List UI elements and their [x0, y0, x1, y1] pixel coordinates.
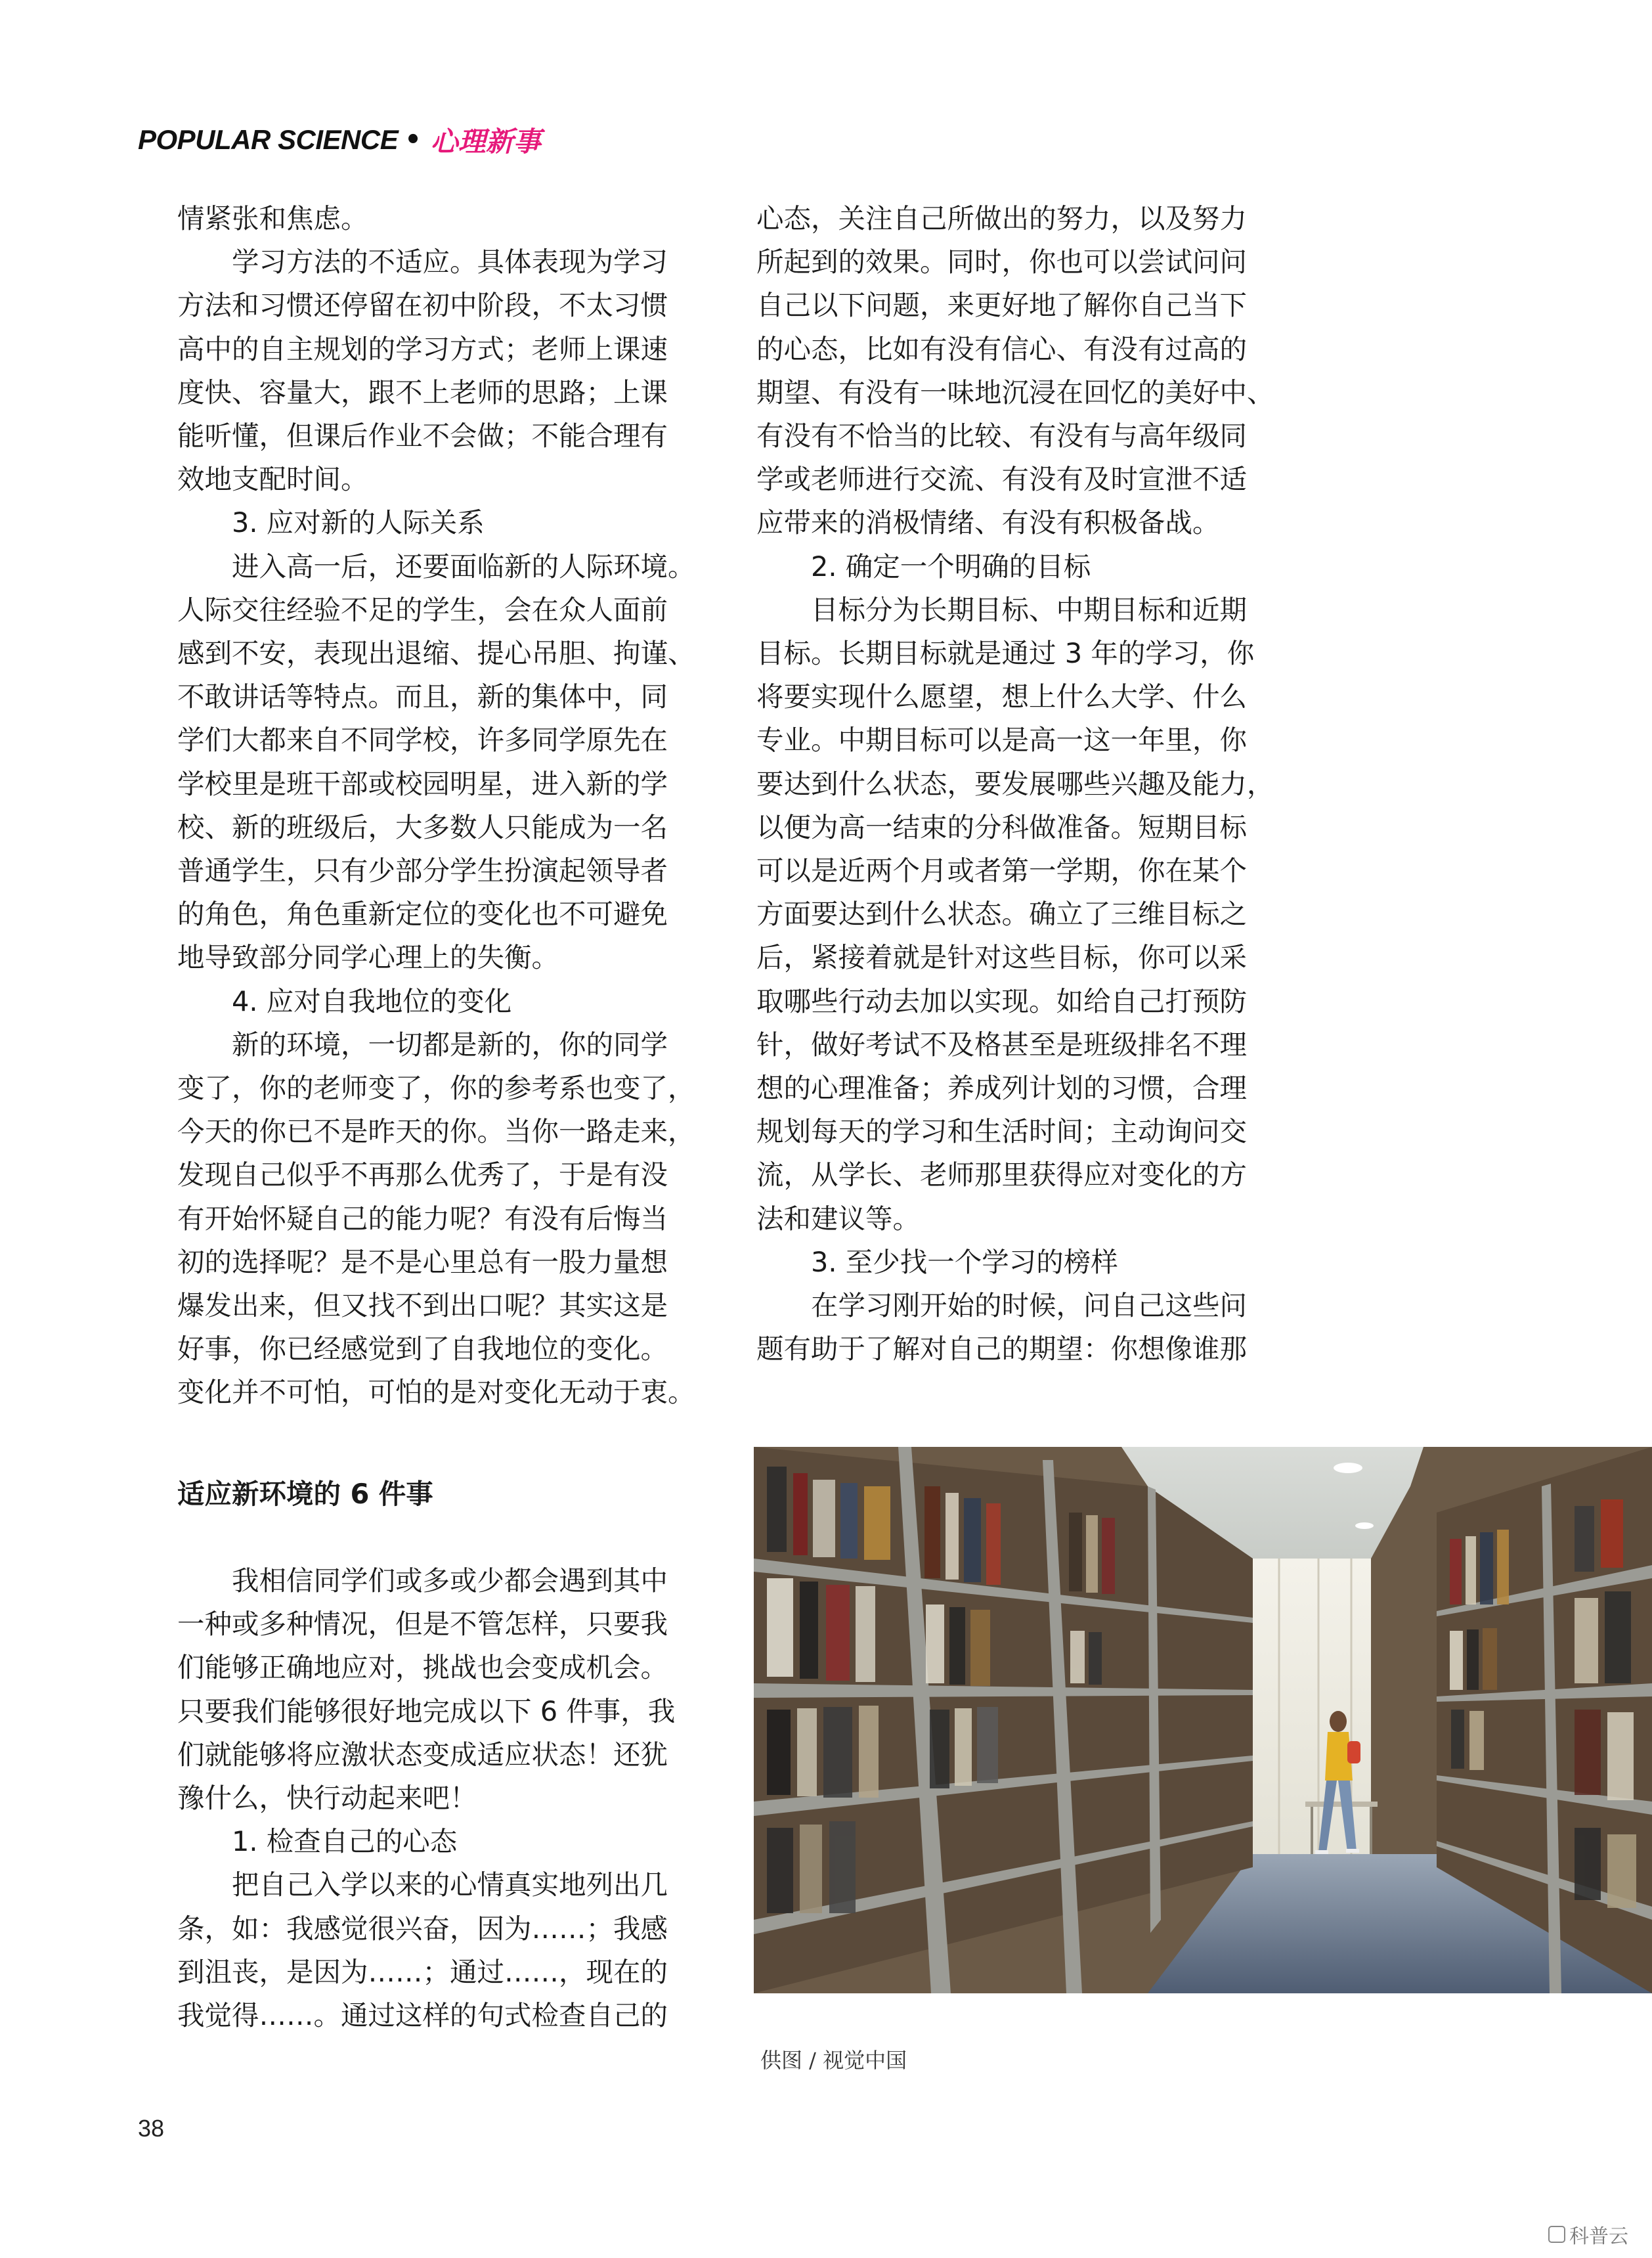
text-line: 流，从学长、老师那里获得应对变化的方 — [756, 1159, 1248, 1191]
text-line: 校、新的班级后，大多数人只能成为一名 — [177, 810, 668, 843]
photo-caption: 供图 / 视觉中国 — [760, 2048, 907, 2073]
right-column-text — [756, 197, 1275, 1371]
text-line: 不敢讲话等特点。而且，新的集体中，同 — [177, 680, 668, 713]
text-line: 一种或多种情况，但是不管怎样，只要我 — [177, 1608, 668, 1641]
text-line: 想的心理准备；养成列计划的习惯，合理 — [756, 1072, 1248, 1105]
text-line: 3. 应对新的人际关系 — [177, 506, 485, 539]
text-line: 后，紧接着就是针对这些目标，你可以采 — [756, 941, 1248, 974]
text-line: 1. 检查自己的心态 — [177, 1825, 458, 1858]
text-line: 把自己入学以来的心情真实地列出几 — [177, 1869, 668, 1901]
section-heading: 适应新环境的 6 件事 — [177, 1477, 433, 1510]
text-line: 法和建议等。 — [756, 1202, 921, 1235]
text-line: 豫什么，快行动起来吧！ — [177, 1781, 477, 1814]
text-line: 可以是近两个月或者第一学期，你在某个 — [756, 854, 1248, 887]
text-line: 专业。中期目标可以是高一这一年里，你 — [756, 724, 1248, 757]
text-line: 有没有不恰当的比较、有没有与高年级同 — [756, 420, 1248, 453]
text-line: 学习方法的不适应。具体表现为学习 — [177, 246, 668, 278]
library-photo — [754, 1447, 1652, 1993]
text-line: 人际交往经验不足的学生，会在众人面前 — [177, 593, 668, 626]
text-line: 们就能够将应激状态变成适应状态！还犹 — [177, 1738, 668, 1771]
page-number: 38 — [138, 2115, 165, 2142]
text-line: 高中的自主规划的学习方式；老师上课速 — [177, 332, 668, 365]
running-header — [138, 117, 541, 163]
text-line: 我觉得……。通过这样的句式检查自己的 — [177, 1999, 668, 2031]
text-line: 针，做好考试不及格甚至是班级排名不理 — [756, 1028, 1248, 1061]
text-line: 感到不安，表现出退缩、提心吊胆、拘谨、 — [177, 637, 695, 670]
text-line: 们能够正确地应对，挑战也会变成机会。 — [177, 1651, 668, 1684]
text-line: 目标分为长期目标、中期目标和近期 — [756, 593, 1248, 626]
left-column-text-part-1 — [177, 197, 703, 1415]
text-line: 学们大都来自不同学校，许多同学原先在 — [177, 724, 668, 757]
text-line: 我相信同学们或多或少都会遇到其中 — [177, 1564, 668, 1597]
watermark — [1548, 2220, 1628, 2249]
text-line: 自己以下问题，来更好地了解你自己当下 — [756, 289, 1248, 322]
magazine-brand: POPULAR SCIENCE — [138, 124, 399, 155]
text-line: 今天的你已不是昨天的你。当你一路走来， — [177, 1115, 695, 1148]
left-column-text-part-2 — [177, 1559, 703, 2037]
text-line: 新的环境，一切都是新的，你的同学 — [177, 1028, 668, 1061]
watermark-logo-icon — [1548, 2226, 1565, 2243]
text-line: 普通学生，只有少部分学生扮演起领导者 — [177, 854, 668, 887]
text-line: 题有助于了解对自己的期望：你想像谁那 — [756, 1333, 1248, 1365]
text-line: 情紧张和焦虑。 — [177, 202, 368, 234]
text-line: 应带来的消极情绪、有没有积极备战。 — [756, 506, 1220, 539]
text-line: 心态，关注自己所做出的努力，以及努力 — [756, 202, 1248, 234]
left-column — [177, 197, 703, 2037]
text-line: 方面要达到什么状态。确立了三维目标之 — [756, 898, 1248, 931]
watermark-text: 科普云 — [1569, 2225, 1628, 2248]
section-title: 心理新事 — [430, 125, 541, 158]
text-line: 目标。长期目标就是通过 3 年的学习，你 — [756, 637, 1255, 670]
text-line: 初的选择呢？是不是心里总有一股力量想 — [177, 1245, 668, 1278]
text-line: 学校里是班干部或校园明星，进入新的学 — [177, 767, 668, 800]
text-line: 将要实现什么愿望，想上什么大学、什么 — [756, 680, 1248, 713]
header-separator: • — [404, 125, 422, 155]
text-line: 要达到什么状态，要发展哪些兴趣及能力， — [756, 767, 1274, 800]
text-line: 条，如：我感觉很兴奋，因为……；我感 — [177, 1912, 668, 1945]
text-line: 有开始怀疑自己的能力呢？有没有后悔当 — [177, 1202, 668, 1235]
text-line: 在学习刚开始的时候，问自己这些问 — [756, 1289, 1248, 1322]
text-line: 取哪些行动去加以实现。如给自己打预防 — [756, 985, 1248, 1017]
right-column — [756, 197, 1275, 1371]
text-line: 方法和习惯还停留在初中阶段，不太习惯 — [177, 289, 668, 322]
text-line: 发现自己似乎不再那么优秀了，于是有没 — [177, 1159, 668, 1191]
text-line: 度快、容量大，跟不上老师的思路；上课 — [177, 376, 668, 409]
text-line: 进入高一后，还要面临新的人际环境。 — [177, 550, 695, 583]
text-line: 变了，你的老师变了，你的参考系也变了， — [177, 1072, 695, 1105]
text-line: 规划每天的学习和生活时间；主动询问交 — [756, 1115, 1248, 1148]
text-line: 好事，你已经感觉到了自我地位的变化。 — [177, 1333, 668, 1365]
text-line: 的角色，角色重新定位的变化也不可避免 — [177, 898, 668, 931]
text-line: 的心态，比如有没有信心、有没有过高的 — [756, 332, 1248, 365]
text-line: 4. 应对自我地位的变化 — [177, 985, 512, 1017]
text-line: 学或老师进行交流、有没有及时宣泄不适 — [756, 463, 1248, 496]
text-line: 效地支配时间。 — [177, 463, 368, 496]
text-line: 变化并不可怕，可怕的是对变化无动于衷。 — [177, 1376, 695, 1409]
text-line: 3. 至少找一个学习的榜样 — [756, 1245, 1118, 1278]
text-line: 以便为高一结束的分科做准备。短期目标 — [756, 810, 1248, 843]
text-line: 2. 确定一个明确的目标 — [756, 550, 1091, 583]
text-line: 地导致部分同学心理上的失衡。 — [177, 941, 559, 974]
text-line: 只要我们能够很好地完成以下 6 件事，我 — [177, 1694, 676, 1727]
text-line: 所起到的效果。同时，你也可以尝试问问 — [756, 246, 1248, 278]
text-line: 爆发出来，但又找不到出口呢？其实这是 — [177, 1289, 668, 1322]
text-line: 到沮丧，是因为……；通过……，现在的 — [177, 1955, 668, 1988]
text-line: 能听懂，但课后作业不会做；不能合理有 — [177, 420, 668, 453]
text-line: 期望、有没有一味地沉浸在回忆的美好中、 — [756, 376, 1274, 409]
